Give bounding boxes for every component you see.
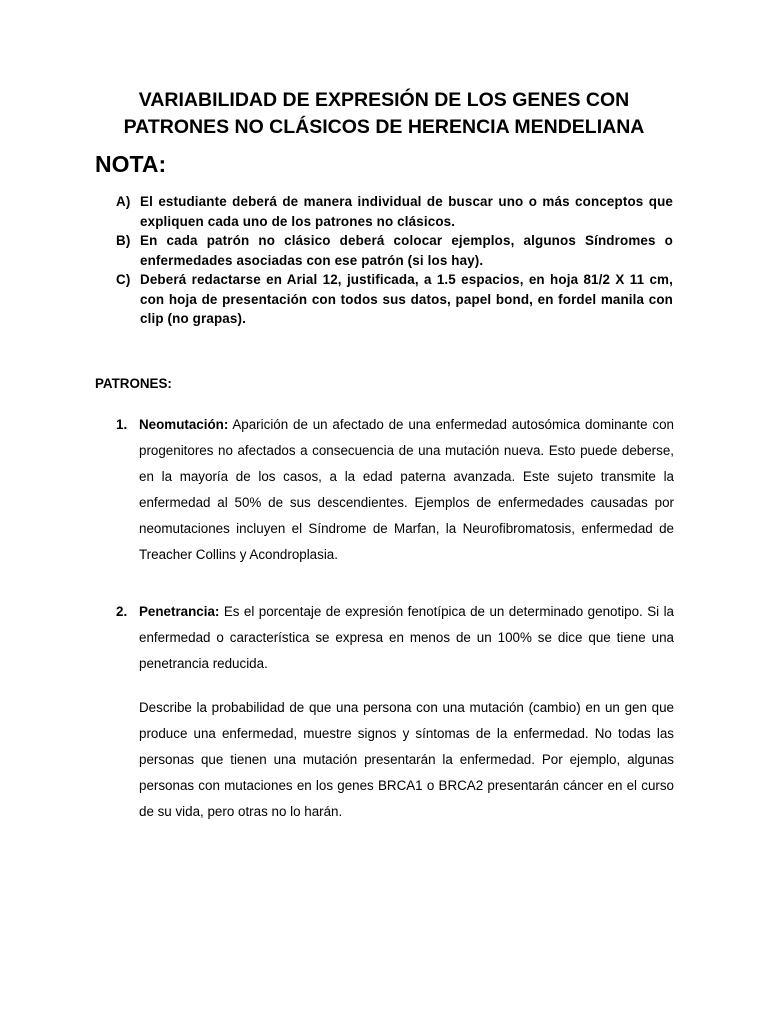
pattern-paragraph [139, 599, 674, 677]
note-marker: B) [116, 233, 131, 248]
note-marker: C) [116, 272, 131, 287]
pattern-paragraph [139, 412, 674, 568]
document-title [96, 87, 672, 141]
note-text: Deberá redactarse en Arial 12, justificada, a 1.5 espacios, en hoja 81/2 X 11 cm, con hoja de presentación con todos sus datos, papel bond, en fordel manila con clip (no grapas). [140, 272, 673, 326]
note-item-b [116, 231, 673, 270]
pattern-term: Neomutación: [139, 417, 229, 432]
notes-list [116, 192, 673, 329]
title-line-1: VARIABILIDAD DE EXPRESIÓN DE LOS GENES CON [138, 89, 630, 111]
title-line-2: PATRONES NO CLÁSICOS DE HERENCIA MENDELIANA [123, 116, 645, 138]
note-marker: A) [116, 194, 131, 209]
note-item-a [116, 192, 673, 231]
pattern-term: Penetrancia: [139, 604, 220, 619]
note-text: El estudiante deberá de manera individual de buscar uno o más conceptos que expliquen cada uno de los patrones no clásicos. [140, 194, 673, 229]
patterns-list [116, 412, 674, 825]
note-item-c [116, 270, 673, 329]
patterns-heading: PATRONES: [95, 376, 172, 391]
pattern-text: Es el porcentaje de expresión fenotípica de un determinado genotipo. Si la enfermedad o característica se expresa en menos de un 100% se dice que tiene una penetrancia reducida. [139, 604, 674, 671]
note-text: En cada patrón no clásico deberá colocar ejemplos, algunos Síndromes o enfermedades asociadas con ese patrón (si los hay). [140, 233, 673, 268]
pattern-number: 1. [116, 417, 128, 432]
pattern-text: Aparición de un afectado de una enfermedad autosómica dominante con progenitores no afectados a consecuencia de una mutación nueva. Esto puede deberse, en la mayoría de los casos, a la edad paterna avanzada. Este sujeto transmite la enfermedad al 50% de sus descendientes. Ejemplos de enfermedades causadas por neomutaciones incluyen el Síndrome de Marfan, la Neurofibromatosis, enfermedad de Treacher Collins y Acondroplasia. [139, 417, 674, 562]
pattern-item-neomutacion [116, 412, 674, 568]
nota-heading: NOTA: [95, 151, 167, 177]
pattern-item-penetrancia [116, 599, 674, 825]
pattern-extra-paragraph: Describe la probabilidad de que una persona con una mutación (cambio) en un gen que produce una enfermedad, muestre signos y síntomas de la enfermedad. No todas las personas que tienen una mutación presentarán la enfermedad. Por ejemplo, algunas personas con mutaciones en los genes BRCA1 o BRCA2 presentarán cáncer en el curso de su vida, pero otras no lo harán. [139, 700, 674, 819]
pattern-number: 2. [116, 604, 128, 619]
